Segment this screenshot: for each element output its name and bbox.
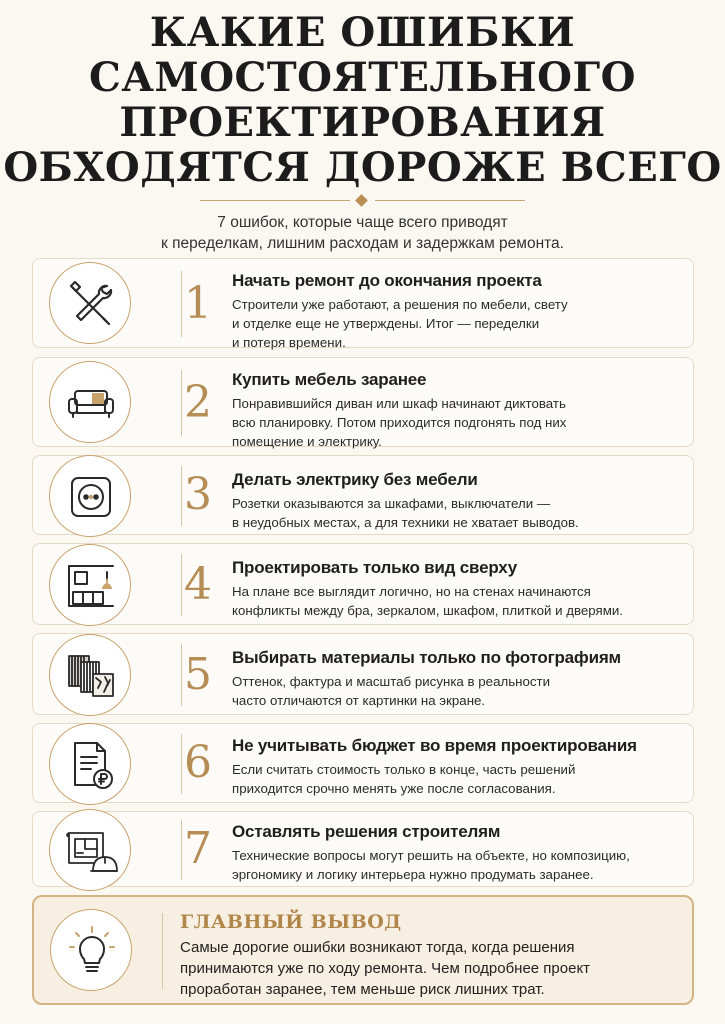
text-line: Понравившийся диван или шкаф начинают диктовать — [232, 396, 566, 411]
mistake-number: 1 — [184, 278, 212, 329]
text-line: Технические вопросы могут решить на объекте, но композицию, — [232, 848, 630, 863]
title-line: ПРОЕКТИРОВАНИЯ — [119, 99, 606, 146]
mistake-number: 5 — [184, 649, 212, 700]
text-line: Самые дорогие ошибки возникают тогда, когда решения — [180, 939, 575, 956]
text-line: проработан заранее, тем меньше риск лишних трат. — [180, 981, 545, 998]
text-line: и потеря времени. — [232, 335, 346, 350]
mistake-card-6 — [32, 723, 694, 803]
lightbulb-icon — [50, 909, 132, 991]
divider-line-left — [200, 200, 350, 201]
title-divider — [200, 196, 525, 206]
mistake-text — [232, 846, 682, 884]
socket-icon — [49, 455, 131, 537]
blueprint-helmet-icon — [49, 809, 131, 891]
subtitle-line: к переделкам, лишним расходам и задержкам ремонта. — [161, 235, 564, 252]
mistake-card-7 — [32, 811, 694, 887]
text-line: принимаются уже по ходу ремонта. Чем подробнее проект — [180, 960, 591, 977]
mistake-number: 4 — [184, 559, 212, 610]
conclusion-box — [32, 895, 694, 1005]
mistake-text — [232, 295, 682, 352]
wall-elevation-icon — [49, 544, 131, 626]
budget-document-icon — [49, 723, 131, 805]
sofa-icon — [49, 361, 131, 443]
title-line: КАКИЕ ОШИБКИ — [149, 9, 576, 56]
text-line: Строители уже работают, а решения по мебели, свету — [232, 297, 568, 312]
mistake-number: 7 — [184, 823, 212, 874]
page-title — [0, 10, 725, 190]
mistake-heading: Проектировать только вид сверху — [232, 558, 518, 577]
text-line: в неудобных местах, а для техники не хватает выводов. — [232, 515, 579, 530]
conclusion-text — [180, 937, 680, 1000]
mistake-number: 2 — [184, 377, 212, 428]
text-line: помещение и электрику. — [232, 434, 382, 449]
text-line: На плане все выглядит логично, но на стенах начинаются — [232, 584, 591, 599]
mistake-text — [232, 494, 682, 532]
material-samples-icon — [49, 634, 131, 716]
text-line: эргономику и логику интерьера нужно продумать заранее. — [232, 867, 594, 882]
text-line: часто отличаются от картинки на экране. — [232, 693, 486, 708]
mistake-text — [232, 672, 682, 710]
text-line: конфликты между бра, зеркалом, шкафом, плиткой и дверями. — [232, 603, 623, 618]
mistake-card-5 — [32, 633, 694, 715]
mistake-heading: Не учитывать бюджет во время проектирования — [232, 736, 637, 755]
text-line: всю планировку. Потом приходится подгонять под них — [232, 415, 567, 430]
mistake-heading: Оставлять решения строителям — [232, 822, 501, 841]
mistake-card-4 — [32, 543, 694, 625]
text-line: Если считать стоимость только в конце, часть решений — [232, 762, 576, 777]
mistake-card-1 — [32, 258, 694, 348]
diamond-ornament-icon — [355, 194, 368, 207]
mistake-heading: Делать электрику без мебели — [232, 470, 478, 489]
title-line: САМОСТОЯТЕЛЬНОГО — [89, 54, 636, 101]
mistake-text — [232, 394, 682, 451]
mistake-number: 3 — [184, 469, 212, 520]
mistake-heading: Начать ремонт до окончания проекта — [232, 271, 542, 290]
text-line: и отделке еще не утверждены. Итог — переделки — [232, 316, 540, 331]
text-line: Розетки оказываются за шкафами, выключатели — — [232, 496, 551, 511]
mistake-number: 6 — [184, 737, 212, 788]
mistake-text — [232, 760, 682, 798]
mistake-heading: Купить мебель заранее — [232, 370, 427, 389]
subtitle — [0, 212, 725, 254]
card-separator — [162, 913, 163, 989]
mistake-heading: Выбирать материалы только по фотографиям — [232, 648, 621, 667]
subtitle-line: 7 ошибок, которые чаще всего приводят — [217, 214, 508, 231]
mistake-card-2 — [32, 357, 694, 447]
conclusion-title: ГЛАВНЫЙ ВЫВОД — [180, 911, 402, 933]
title-line: ОБХОДЯТСЯ ДОРОЖЕ ВСЕГО — [3, 144, 722, 191]
divider-line-right — [375, 200, 525, 201]
text-line: приходится срочно менять уже после согласования. — [232, 781, 556, 796]
tools-icon — [49, 262, 131, 344]
mistake-card-3 — [32, 455, 694, 535]
text-line: Оттенок, фактура и масштаб рисунка в реальности — [232, 674, 551, 689]
mistake-text — [232, 582, 682, 620]
